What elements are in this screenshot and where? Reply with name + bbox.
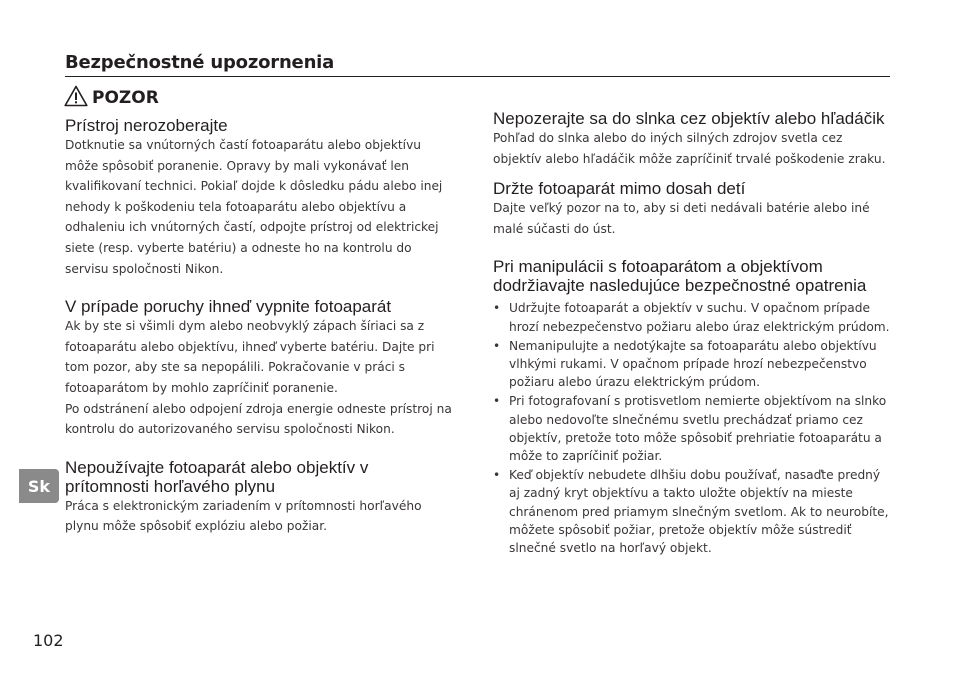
list-item	[493, 392, 890, 465]
list-item-text: Keď objektív nebudete dlhšiu dobu používať, nasaďte predný aj zadný kryt objektívu a takto uložte objektív na mieste chránenom pred priamym slnečným svetlom. Ak to neurobíte, môžete spôsobiť požiar, pretože objektív môže sústrediť slnečné svetlo na horľavý objekt.	[509, 468, 889, 556]
precautions-list	[493, 299, 890, 557]
warning-label: POZOR	[92, 88, 159, 108]
bullet-marker: •	[493, 301, 501, 316]
section-handling	[493, 257, 890, 557]
bullet-marker: •	[493, 338, 501, 353]
section-title: Prístroj nerozoberajte	[65, 116, 228, 135]
section-disassembly	[65, 116, 455, 279]
section-title: Nepozerajte sa do slnka cez objektív alebo hľadáčik	[493, 109, 885, 128]
section-malfunction	[65, 297, 455, 440]
list-item	[493, 466, 890, 557]
bullet-marker: •	[493, 468, 501, 483]
section-title: Nepoužívajte fotoaparát alebo objektív v prítomnosti horľavého plynu	[65, 457, 369, 496]
section-title: V prípade poruchy ihneď vypnite fotoaparát	[65, 297, 392, 317]
left-column	[65, 116, 455, 547]
page-number: 102	[33, 631, 64, 650]
warning-triangle-icon	[64, 85, 92, 111]
section-title: Pri manipulácii s fotoaparátom a objektívom dodržiavajte nasledujúce bezpečnostné opatrenia	[493, 257, 867, 296]
list-item-text: Udržujte fotoaparát a objektív v suchu. V opačnom prípade hrozí nebezpečenstvo požiaru alebo úraz elektrickým prúdom.	[509, 301, 890, 334]
list-item-text: Pri fotografovaní s protisvetlom nemierte objektívom na slnko alebo nedovoľte slnečnému svetlu prechádzať priamo cez objektív, pretože toto môže spôsobiť prehriatie fotoaparátu a môže to zapríčiniť požiar.	[509, 394, 887, 463]
section-children	[493, 179, 890, 239]
section-body: Dajte veľký pozor na to, aby si deti nedávali batérie alebo iné malé súčasti do úst.	[493, 201, 870, 236]
list-item	[493, 299, 890, 335]
warning-header	[64, 86, 159, 110]
bullet-marker: •	[493, 394, 501, 409]
section-body: Dotknutie sa vnútorných častí fotoaparátu alebo objektívu môže spôsobiť poranenie. Opravy by mali vykonávať len kvalifikovaní technici. Pokiaľ dojde k dôsledku pádu alebo inej nehody k poškodeniu tela fotoaparátu alebo objektívu a odhaleniu ich vnútorných častí, odpojte prístroj od elektrickej siete (resp. vyberte batériu) a odneste ho na kontrolu do servisu spoločnosti Nikon.	[65, 138, 443, 276]
right-column	[493, 109, 890, 567]
page-heading: Bezpečnostné upozornenia	[65, 52, 335, 73]
list-item-text: Nemanipulujte a nedotýkajte sa fotoaparátu alebo objektívu vlhkými rukami. V opačnom prípade hrozí nebezpečenstvo požiaru alebo úrazu elektrickým prúdom.	[509, 338, 877, 390]
language-tab: Sk	[19, 469, 59, 503]
section-body: Ak by ste si všimli dym alebo neobvyklý zápach šíriaci sa z fotoaparátu alebo objektívu, ihneď vyberte batériu. Dajte pri tom pozor, aby ste sa nepopálili. Pokračovanie v práci s fotoaparátom by mohlo zapríčiniť poranenie.	[65, 319, 435, 395]
section-sun	[493, 109, 890, 169]
heading-divider	[65, 76, 890, 77]
section-body: Pohľad do slnka alebo do iných silných zdrojov svetla cez objektív alebo hľadáčik môže zapríčiniť trvalé poškodenie zraku.	[493, 131, 886, 166]
list-item	[493, 337, 890, 392]
section-body: Práca s elektronickým zariadením v prítomnosti horľavého plynu môže spôsobiť explóziu alebo požiar.	[65, 498, 422, 534]
section-flammable-gas	[65, 458, 455, 537]
section-title: Držte fotoaparát mimo dosah detí	[493, 179, 746, 199]
section-body-continued: Po odstránení alebo odpojení zdroja energie odneste prístroj na kontrolu do autorizovaného servisu spoločnosti Nikon.	[65, 401, 452, 437]
